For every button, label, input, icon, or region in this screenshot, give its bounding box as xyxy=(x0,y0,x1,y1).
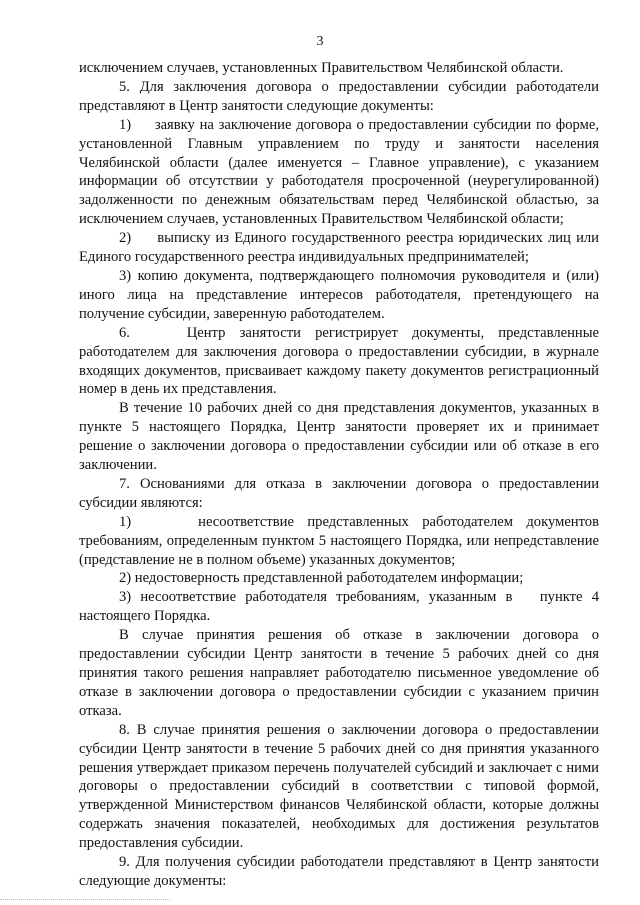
paragraph-clause-7-refusal: В случае принятия решения об отказе в заключении договора о предоставлении субсидии Центр занятости в течение 5 рабочих дней со дня принятия такого решения направляет работодателю письменное уведомление об отказе в заключении договора о предоставлении субсидии с указанием причин отказа. xyxy=(79,627,599,719)
paragraph-clause-7: 7. Основаниями для отказа в заключении договора о предоставлении субсидии являются: xyxy=(79,475,599,511)
paragraph-clause-6: 6. Центр занятости регистрирует документы, представленные работодателем для заключения договора о предоставлении субсидии, в журнале входящих документов, присваивает каждому пакету документов регистрационный номер в день их представления. xyxy=(79,324,599,398)
paragraph-clause-5-item-3: 3) копию документа, подтверждающего полномочия руководителя и (или) иного лица на представление интересов работодателя, претендующего на получение субсидии, заверенную работодателем. xyxy=(79,267,599,322)
paragraph-clause-9: 9. Для получения субсидии работодатели представляют в Центр занятости следующие документы: xyxy=(79,854,599,889)
page-number: 3 xyxy=(316,34,324,49)
paragraph-clause-5-item-2: 2) выписку из Единого государственного реестра юридических лиц или Единого государственного реестра индивидуальных предпринимателей; xyxy=(79,230,599,266)
paragraph-clause-7-item-3: 3) несоответствие работодателя требованиям, указанным в пункте 4 настоящего Порядка. xyxy=(79,589,599,625)
paragraph-continuation: исключением случаев, установленных Правительством Челябинской области. xyxy=(79,60,564,76)
paragraph-clause-8: 8. В случае принятия решения о заключении договора о предоставлении субсидии Центр занятости в течение 5 рабочих дней со дня принятия указанного решения утверждает приказом перечень получателей субсидий и заключает с ними договоры о предоставлении субсидий в соответствии с типовой формой, утвержденной Министерством финансов Челябинской области, которые должны содержать значения показателей, необходимых для достижения результатов предоставления субсидии. xyxy=(79,721,599,852)
scan-footer-divider xyxy=(0,899,170,901)
paragraph-clause-6-review: В течение 10 рабочих дней со дня представления документов, указанных в пункте 5 настоящего Порядка, Центр занятости проверяет их и принимает решение о заключении договора о предоставлении субсидии или об отказе в его заключении. xyxy=(79,400,599,474)
document-body xyxy=(79,59,599,891)
paragraph-clause-7-item-2: 2) недостоверность представленной работодателем информации; xyxy=(119,570,524,587)
paragraph-clause-5: 5. Для заключения договора о предоставлении субсидии работодатели представляют в Центр занятости следующие документы: xyxy=(79,78,599,114)
paragraph-clause-7-item-1: 1) несоответствие представленных работодателем документов требованиям, определенным пунктом 5 настоящего Порядка, или непредставление (представление не в полном объеме) указанных документов; xyxy=(79,513,599,568)
paragraph-clause-5-item-1: 1) заявку на заключение договора о предоставлении субсидии по форме, установленной Главным управлением по труду и занятости населения Челябинской области (далее именуется – Главное управление), с указанием информации об отсутствии у работодателя просроченной (неурегулированной) задолженности по денежным обязательствам перед Челябинской областью, за исключением случаев, установленных Правительством Челябинской области; xyxy=(79,116,599,228)
